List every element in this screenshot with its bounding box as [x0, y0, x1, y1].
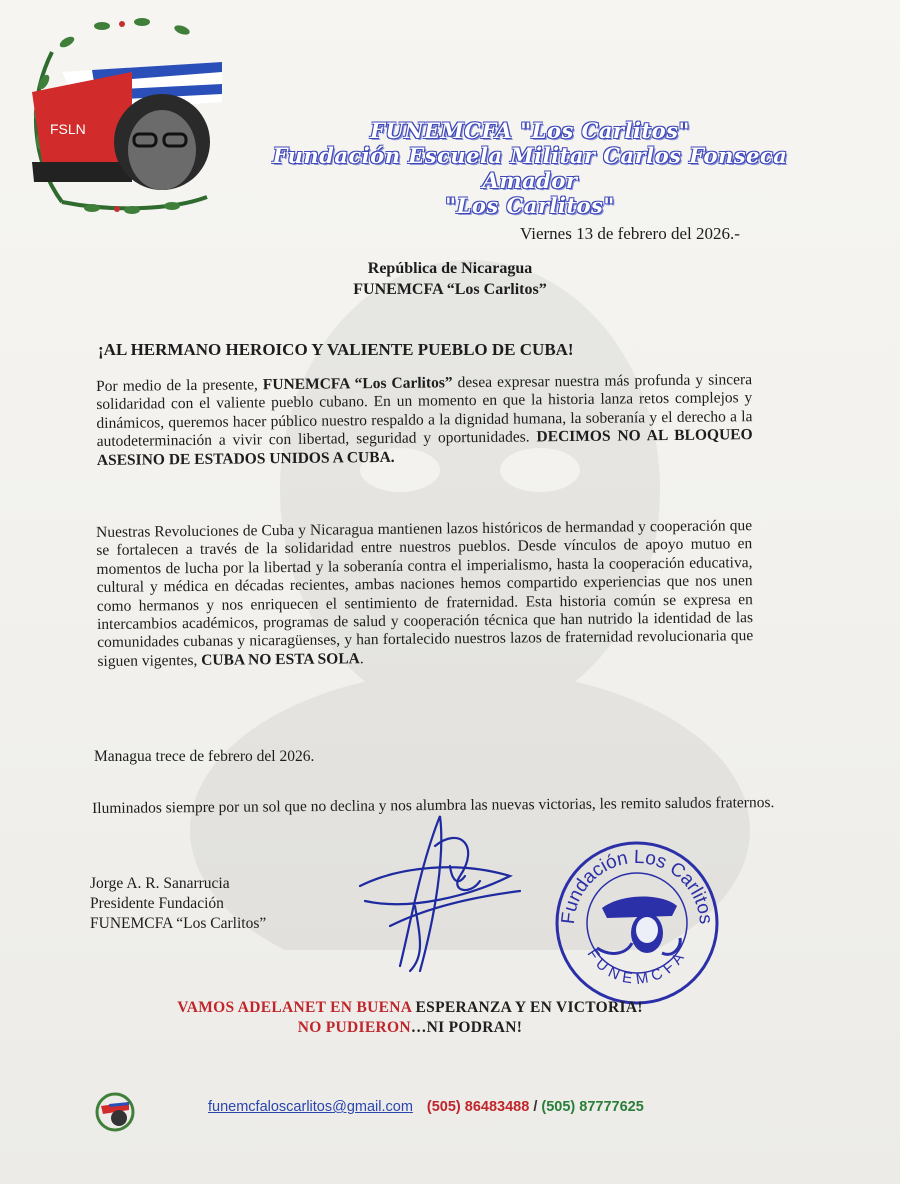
paragraph-1 [96, 371, 753, 470]
footer-phone-1: (505) 86483488 [426, 1099, 530, 1115]
signer-title: Presidente Fundación [90, 895, 224, 912]
salutation: ¡AL HERMANO HEROICO Y VALIENTE PUEBLO DE CUBA! [98, 340, 574, 359]
signer-org: FUNEMCFA “Los Carlitos” [90, 915, 267, 932]
place-date: Managua trece de febrero del 2026. [94, 748, 315, 765]
closing-text: Iluminados siempre por un sol que no declina y nos alumbra las nuevas victorias, les remito saludos fraternos. [92, 794, 775, 817]
letter-date: Viernes 13 de febrero del 2026.- [520, 224, 740, 243]
slogan-line-1-red: VAMOS ADELANET EN BUENA [177, 999, 416, 1016]
paragraph-2-text: Nuestras Revoluciones de Cuba y Nicaragua mantienen lazos históricos de hermandad y cooperación que se fortalecen a través de la solidaridad entre nuestros pueblos. Desde vínculos de apoyo mutuo en momentos de lucha por la libertad y la soberanía contra el imperialismo, hasta la cooperación educativa, cultural y médica en décadas recientes, ambas naciones hemos compartido experiencias que nos unen como hermanos y nos enriquecen el sentimiento de fraternidad. Esta historia común se expresa en intercambios académicos, programas de salud y cooperación técnica que han nutrido la identidad de las comunidades cubanas y nicaragüenses, y han fortalecido nuestros lazos de fraternidad revolucionaria que siguen vigentes, [96, 517, 754, 670]
slogan-line-2 [0, 1018, 820, 1038]
foundation-seal [552, 838, 722, 1008]
header-line-4: "Los Carlitos" [445, 193, 615, 218]
signer-block [90, 874, 266, 934]
paragraph-1-org-name: FUNEMCFA “Los Carlitos” [262, 374, 453, 394]
footer-email-link[interactable]: funemcfaloscarlitos@gmail.com [208, 1099, 413, 1115]
fsln-logo-label: FSLN [50, 121, 86, 137]
paragraph-2-slogan: CUBA NO ESTA SOLA [201, 650, 360, 669]
footer-phone-2: (505) 87777625 [541, 1099, 644, 1115]
slogan-line-2-red: NO PUDIERON [297, 1019, 411, 1036]
slogan-line-1 [0, 998, 820, 1018]
fsln-logo [22, 12, 232, 222]
slogan-line-1-dark: ESPERANZA Y EN VICTORIA! [415, 999, 643, 1016]
header-line-3: Amador [482, 168, 578, 193]
signer-name: Jorge A. R. Sanarrucia [90, 875, 230, 892]
country-heading: República de Nicaragua [367, 260, 533, 277]
header-line-1: FUNEMCFA "Los Carlitos" [370, 118, 690, 143]
paragraph-1-text-b: desea expresar nuestra más profunda y sincera solidaridad con el valiente pueblo cubano. En un momento en que la historia lanza retos complejos y dinámicos, queremos hacer público nuestro respaldo a la dignidad humana, la soberanía y el derecho a la autodeterminación a vivir con libertad, seguridad y oportunidades. [96, 371, 753, 451]
header-line-2: Fundación Escuela Militar Carlos Fonseca [272, 143, 788, 168]
paragraph-2 [96, 517, 754, 671]
paragraph-2-end: . [359, 650, 364, 668]
org-heading: FUNEMCFA “Los Carlitos” [353, 281, 547, 298]
paragraph-1-declaration: DECIMOS NO AL BLOQUEO ASESINO DE ESTADOS UNIDOS A CUBA. [96, 426, 753, 469]
organization-header [250, 118, 810, 218]
paragraph-1-text-a: Por medio de la presente, [96, 376, 263, 395]
seal-bottom-text: FUNEMCFA [583, 945, 691, 989]
seal-top-text: Fundación Los Carlitos [557, 846, 717, 926]
footer-phone-separator: / [529, 1099, 542, 1115]
footer-logo [95, 1092, 135, 1132]
slogan-line-2-dark: …NI PODRAN! [410, 1019, 523, 1036]
handwritten-signature [340, 806, 540, 976]
footer-contact [208, 1099, 644, 1115]
